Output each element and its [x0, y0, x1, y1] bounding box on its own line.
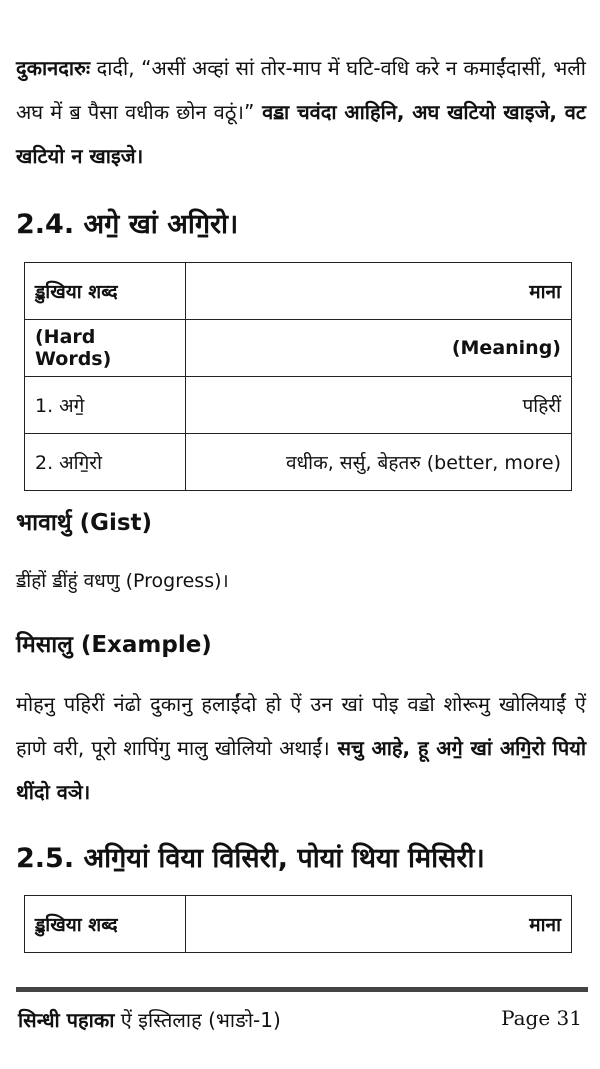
subheader-meaning: (Meaning) — [186, 320, 572, 377]
meaning-cell: पहिरीं — [186, 377, 572, 434]
section-heading-2-4: 2.4. अगे॒ खां अगि॒रो। — [16, 209, 239, 240]
example-paragraph — [16, 682, 586, 814]
meaning-cell: वधीक, सर्सु, बेहतरु (better, more) — [186, 434, 572, 491]
table-row — [25, 377, 572, 434]
intro-bold-tail: वॾा चवंदा आहिनि, अघ खटियो खाइजे, वट खटियो न खाइजे। — [16, 100, 586, 168]
intro-paragraph — [16, 46, 586, 178]
book-title-bold: सिन्धी पहाका — [18, 1008, 115, 1032]
subheader-hard-words: (Hard Words) — [25, 320, 186, 377]
table-header-row — [25, 896, 572, 953]
example-bold: सचु आहे, हू अगे॒ खां अगि॒रो पियो थींदो वञे। — [16, 736, 586, 804]
hard-words-table-2-5 — [24, 895, 572, 953]
hard-words-table-2-4 — [24, 262, 572, 491]
header-hard-words: ॾुखिया शब्द — [25, 896, 186, 953]
header-hard-words: ॾुखिया शब्द — [25, 263, 186, 320]
example-text: मोहनु पहिरीं नंढो दुकानु हलाईंदो हो ऐं उन खां पोइ वॾो शोरूमु खोलियाईं ऐं हाणे वरी, पूरो शापिंगु मालु खोलियो अथाईं। — [16, 692, 586, 760]
header-meaning: माना — [186, 263, 572, 320]
page-number: Page 31 — [501, 1006, 582, 1030]
book-title-footer — [18, 1006, 281, 1033]
word-cell: 2. अगि॒रो — [25, 434, 186, 491]
footer-rule — [16, 987, 588, 992]
speaker-label: दुकानदारुः — [16, 56, 91, 80]
gist-text: ॾींहों ॾींहुं वधणु (Progress)। — [16, 570, 229, 592]
intro-text: दादी, “असीं अव्हां सां तोर-माप में घटि-वधि करे न कमाईंदासीं, भली अघ में ॿ पैसा वधीक छोन वठूं।” — [16, 56, 586, 124]
gist-title: भावार्थु (Gist) — [16, 510, 153, 536]
example-title: मिसालु (Example) — [16, 632, 212, 658]
section-heading-2-5: 2.5. अगि॒यां विया विसिरी, पोयां थिया मिसिरी। — [16, 843, 485, 874]
word-cell: 1. अगे॒ — [25, 377, 186, 434]
table-subheader-row — [25, 320, 572, 377]
table-header-row — [25, 263, 572, 320]
header-meaning: माना — [186, 896, 572, 953]
book-title-rest: ऐं इस्तिलाह (भाङो-1) — [114, 1008, 281, 1032]
table-row — [25, 434, 572, 491]
